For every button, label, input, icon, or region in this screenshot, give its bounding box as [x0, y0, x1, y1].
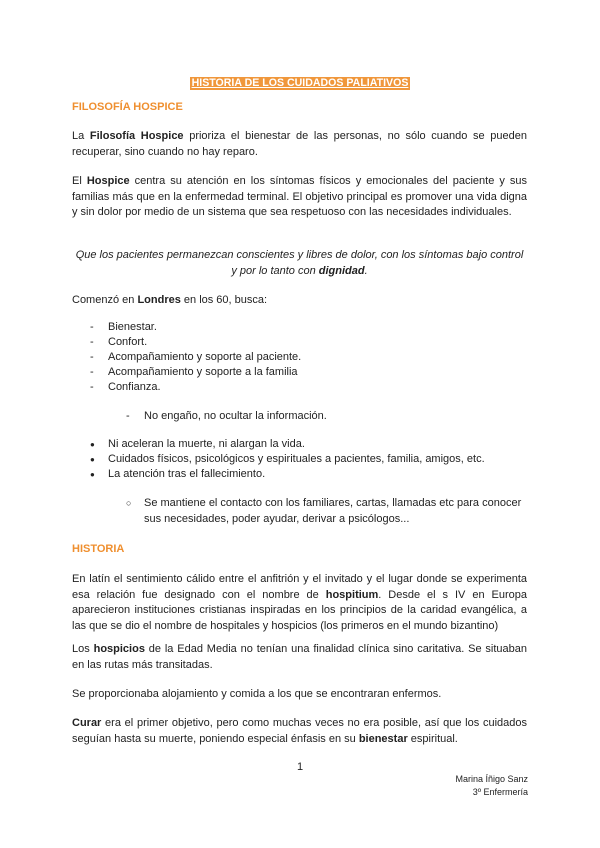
- paragraph-lodging: Se proporcionaba alojamiento y comida a los que se encontraran enfermos.: [72, 688, 442, 700]
- section-heading-hospice: FILOSOFÍA HOSPICE: [72, 101, 183, 113]
- title-container: [0, 73, 600, 91]
- paragraph-cure: Curar era el primer objetivo, pero como muchas veces no era posible, así que los cuidados seguían hasta su muerte, poniendo especial énfasis en su bienestar espiritual.: [72, 717, 527, 745]
- italic-quote: Que los pacientes permanezcan conscientes y libres de dolor, con los síntomas bajo control y por lo tanto con dignidad.: [75, 249, 524, 277]
- list-item: - No engaño, no ocultar la información.: [126, 409, 327, 424]
- list-item: - Confianza.: [90, 380, 301, 395]
- paragraph-london: Comenzó en Londres en los 60, busca:: [72, 294, 268, 306]
- list-item: ○ Se mantiene el contacto con los familiares, cartas, llamadas etc para conocer sus necesidades, poder ayudar, derivar a psicólogos...: [126, 496, 528, 527]
- page-number: 1: [296, 761, 304, 773]
- document-title: HISTORIA DE LOS CUIDADOS PALIATIVOS: [191, 77, 409, 89]
- paragraph-middle-ages: Los hospicios de la Edad Media no tenían una finalidad clínica sino caritativa. Se situaban en las rutas más transitadas.: [72, 643, 527, 671]
- paragraph-hospitium: En latín el sentimiento cálido entre el anfitrión y el invitado y el lugar donde se experimenta esa relación fue designado con el nombre de hospitium. Desde el s IV en Europa aparecieron instituciones cristianas inspiradas en los principios de la caridad evangélica, a las que se dio el nombre de hospitales y hospicios (los primeros en el mundo bizantino): [72, 573, 527, 632]
- principles-list: [90, 437, 485, 482]
- list-item: ● Ni aceleran la muerte, ni alargan la vida.: [90, 437, 485, 452]
- aftercare-sublist: [126, 496, 528, 527]
- footer-course: 3º Enfermería: [472, 787, 528, 797]
- goals-list: [90, 320, 301, 395]
- trust-sublist: [126, 409, 327, 424]
- footer-author: Marina Íñigo Sanz: [455, 774, 528, 784]
- paragraph-hospice-focus: El Hospice centra su atención en los síntomas físicos y emocionales del paciente y sus familias más que en la enfermedad terminal. El objetivo principal es promover una vida digna y sin dolor por medio de un sistema que sea respetuoso con las necesidades individuales.: [72, 175, 527, 218]
- list-item: ● Cuidados físicos, psicológicos y espirituales a pacientes, familia, amigos, etc.: [90, 452, 485, 467]
- list-item: ● La atención tras el fallecimiento.: [90, 467, 485, 482]
- list-item: - Acompañamiento y soporte al paciente.: [90, 350, 301, 365]
- paragraph-hospice-philosophy: La Filosofía Hospice prioriza el bienestar de las personas, no sólo cuando se pueden recuperar, sino cuando no hay reparo.: [72, 130, 527, 158]
- list-item: - Confort.: [90, 335, 301, 350]
- section-heading-historia: HISTORIA: [72, 543, 125, 555]
- list-item: - Acompañamiento y soporte a la familia: [90, 365, 301, 380]
- list-item: - Bienestar.: [90, 320, 301, 335]
